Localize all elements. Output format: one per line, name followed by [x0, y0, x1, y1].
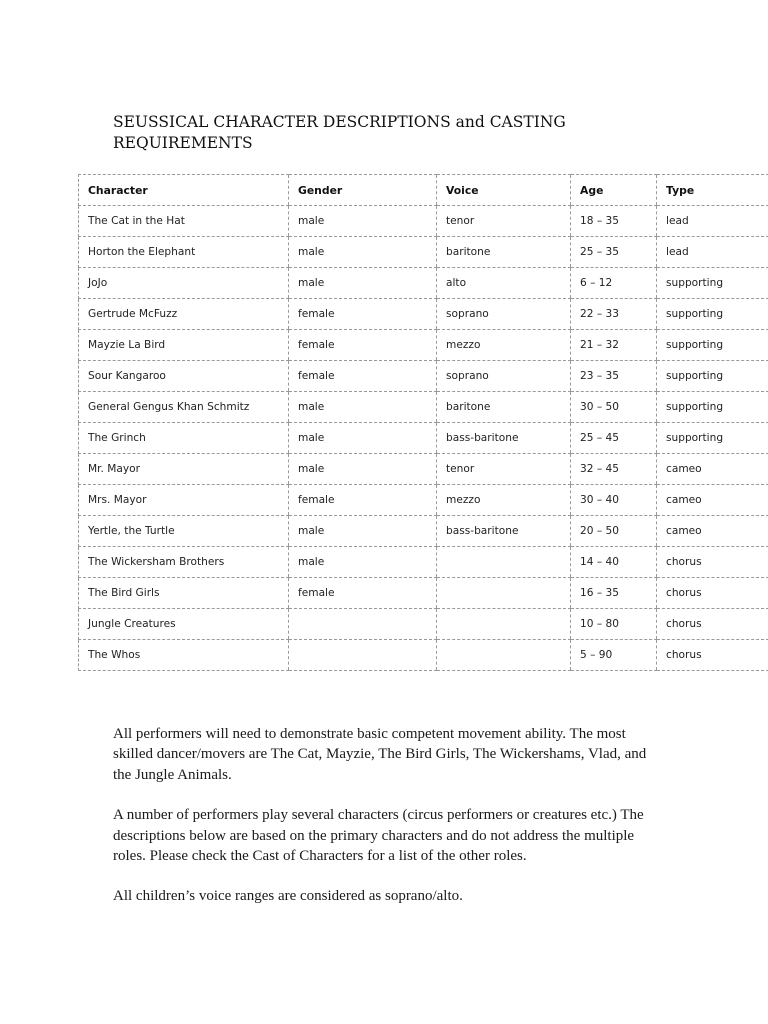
cell-type: supporting: [657, 392, 768, 423]
cell-character: Mrs. Mayor: [79, 485, 289, 516]
cell-type: lead: [657, 237, 768, 268]
cell-character: The Bird Girls: [79, 578, 289, 609]
cell-age: 30 – 50: [571, 392, 657, 423]
cell-age: 25 – 45: [571, 423, 657, 454]
cell-gender: male: [289, 516, 437, 547]
cell-type: lead: [657, 206, 768, 237]
cell-gender: male: [289, 206, 437, 237]
table-row: [79, 237, 768, 268]
cell-character: The Cat in the Hat: [79, 206, 289, 237]
cell-age: 22 – 33: [571, 299, 657, 330]
cell-gender: [289, 640, 437, 671]
cell-type: chorus: [657, 640, 768, 671]
cell-voice: [437, 609, 571, 640]
cell-voice: soprano: [437, 299, 571, 330]
cell-character: Horton the Elephant: [79, 237, 289, 268]
document-title: SEUSSICAL CHARACTER DESCRIPTIONS and CASTING REQUIREMENTS: [113, 113, 566, 152]
table-row: [79, 578, 768, 609]
table-row: [79, 268, 768, 299]
cell-character: The Wickersham Brothers: [79, 547, 289, 578]
paragraph-movement: All performers will need to demonstrate basic competent movement ability. The most skilled dancer/movers are The Cat, Mayzie, The Bird Girls, The Wickershams, Vlad, and the Jungle Animals.: [113, 726, 647, 783]
cell-type: chorus: [657, 609, 768, 640]
cell-gender: [289, 609, 437, 640]
table-body: [79, 206, 768, 671]
table-row: [79, 609, 768, 640]
cell-age: 20 – 50: [571, 516, 657, 547]
cell-voice: tenor: [437, 206, 571, 237]
cell-age: 14 – 40: [571, 547, 657, 578]
cell-voice: alto: [437, 268, 571, 299]
cell-voice: mezzo: [437, 330, 571, 361]
cell-voice: tenor: [437, 454, 571, 485]
cell-gender: male: [289, 268, 437, 299]
table-row: [79, 330, 768, 361]
cell-type: supporting: [657, 330, 768, 361]
cell-type: chorus: [657, 547, 768, 578]
cell-gender: male: [289, 237, 437, 268]
cell-character: Mr. Mayor: [79, 454, 289, 485]
cell-age: 21 – 32: [571, 330, 657, 361]
cell-age: 16 – 35: [571, 578, 657, 609]
cell-character: The Whos: [79, 640, 289, 671]
cell-character: Yertle, the Turtle: [79, 516, 289, 547]
table-row: [79, 547, 768, 578]
cell-type: cameo: [657, 485, 768, 516]
cell-age: 10 – 80: [571, 609, 657, 640]
cell-type: supporting: [657, 361, 768, 392]
casting-table: [78, 174, 768, 671]
cell-gender: male: [289, 392, 437, 423]
table-row: [79, 640, 768, 671]
cell-age: 18 – 35: [571, 206, 657, 237]
cell-type: supporting: [657, 268, 768, 299]
cell-character: Sour Kangaroo: [79, 361, 289, 392]
cell-gender: male: [289, 423, 437, 454]
cell-age: 32 – 45: [571, 454, 657, 485]
cell-type: chorus: [657, 578, 768, 609]
header-age: Age: [571, 175, 657, 206]
cell-gender: female: [289, 485, 437, 516]
table-row: [79, 392, 768, 423]
cell-type: cameo: [657, 454, 768, 485]
cell-age: 23 – 35: [571, 361, 657, 392]
table-row: [79, 206, 768, 237]
cell-age: 6 – 12: [571, 268, 657, 299]
header-gender: Gender: [289, 175, 437, 206]
cell-type: supporting: [657, 423, 768, 454]
cell-age: 30 – 40: [571, 485, 657, 516]
cell-voice: bass-baritone: [437, 423, 571, 454]
cell-gender: female: [289, 330, 437, 361]
table-row: [79, 299, 768, 330]
cell-type: cameo: [657, 516, 768, 547]
cell-gender: female: [289, 578, 437, 609]
table-row: [79, 423, 768, 454]
cell-gender: female: [289, 299, 437, 330]
cell-age: 25 – 35: [571, 237, 657, 268]
cell-character: The Grinch: [79, 423, 289, 454]
cell-voice: bass-baritone: [437, 516, 571, 547]
table-row: [79, 516, 768, 547]
cell-voice: [437, 547, 571, 578]
paragraph-multiple-roles: A number of performers play several characters (circus performers or creatures etc.) The descriptions below are based on the primary characters and do not address the multiple roles. Please check the Cast of Characters for a list of the other roles.: [113, 807, 644, 865]
header-voice: Voice: [437, 175, 571, 206]
cell-voice: baritone: [437, 392, 571, 423]
cell-voice: [437, 578, 571, 609]
cell-character: JoJo: [79, 268, 289, 299]
cell-character: Gertrude McFuzz: [79, 299, 289, 330]
header-type: Type: [657, 175, 768, 206]
cell-voice: [437, 640, 571, 671]
cell-gender: male: [289, 454, 437, 485]
casting-table-container: [78, 174, 768, 671]
cell-type: supporting: [657, 299, 768, 330]
cell-voice: soprano: [437, 361, 571, 392]
cell-character: General Gengus Khan Schmitz: [79, 392, 289, 423]
cell-voice: baritone: [437, 237, 571, 268]
cell-gender: male: [289, 547, 437, 578]
body-text: [113, 724, 658, 927]
table-header-row: [79, 175, 768, 206]
table-row: [79, 485, 768, 516]
paragraph-voice-ranges: All children’s voice ranges are considered as soprano/alto.: [113, 888, 463, 905]
table-row: [79, 361, 768, 392]
cell-character: Jungle Creatures: [79, 609, 289, 640]
table-row: [79, 454, 768, 485]
cell-character: Mayzie La Bird: [79, 330, 289, 361]
header-character: Character: [79, 175, 289, 206]
cell-gender: female: [289, 361, 437, 392]
cell-age: 5 – 90: [571, 640, 657, 671]
cell-voice: mezzo: [437, 485, 571, 516]
